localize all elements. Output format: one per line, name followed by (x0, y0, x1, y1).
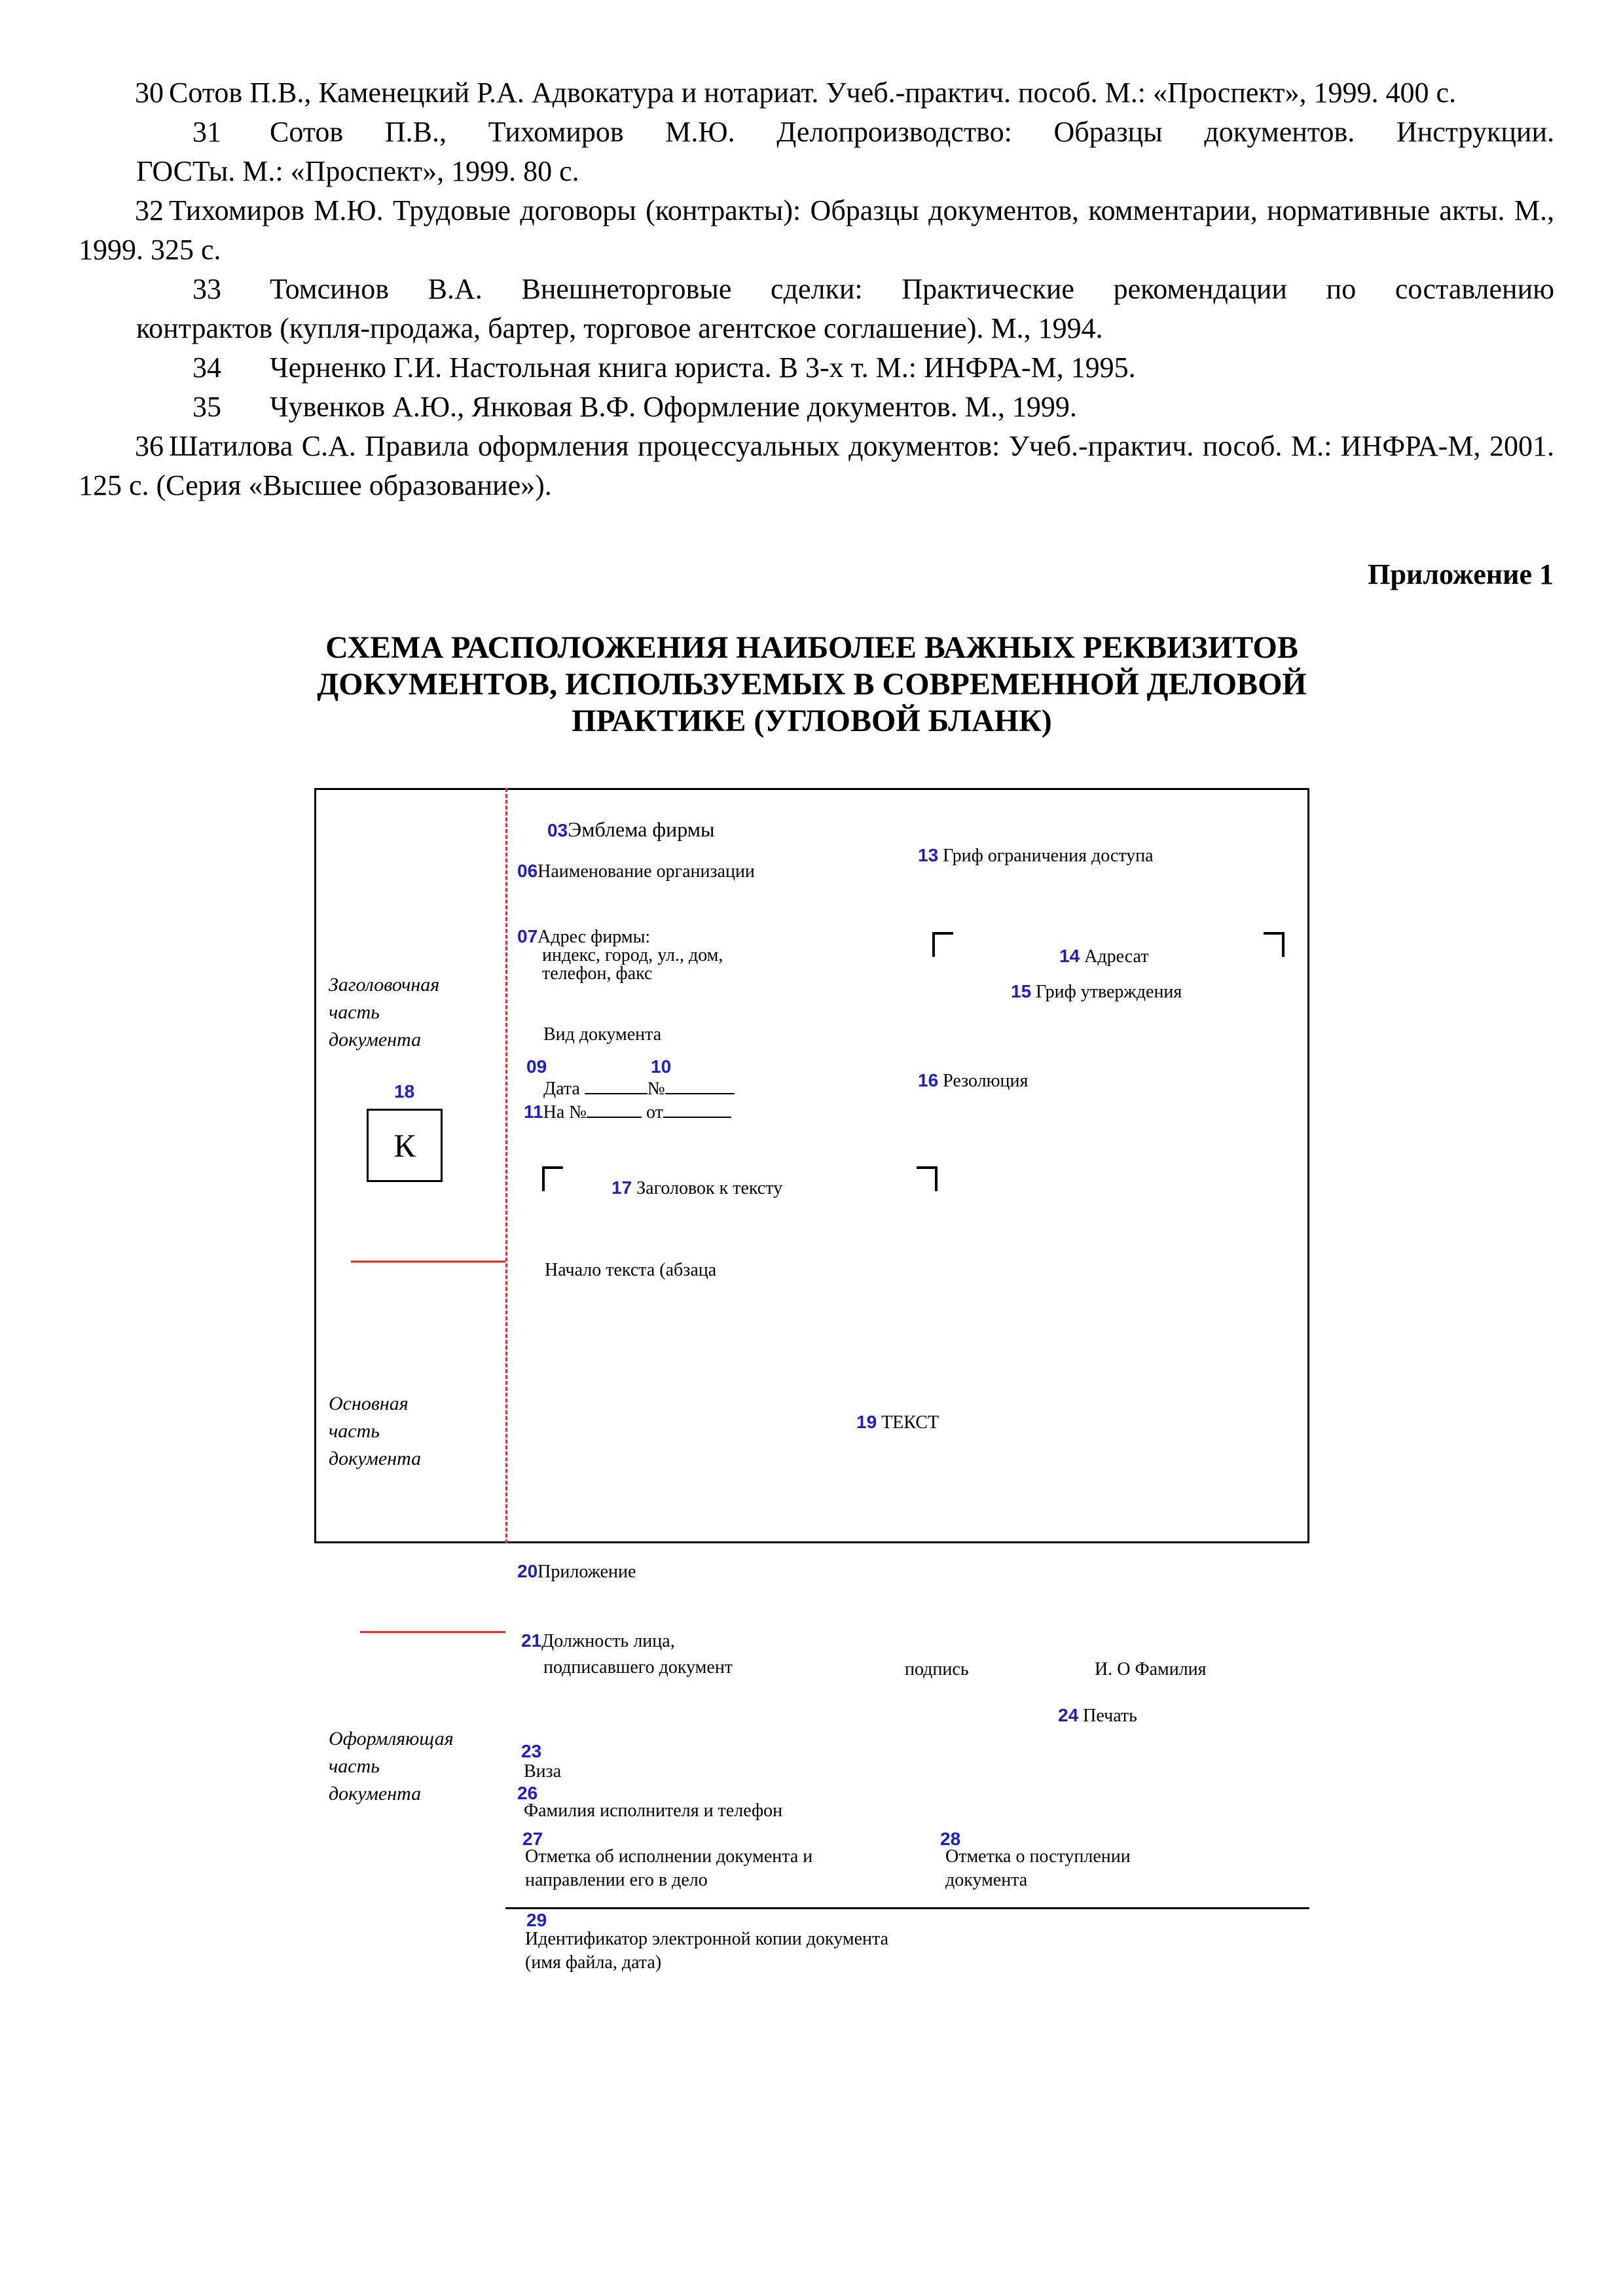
corner-form-frame (314, 788, 1309, 1543)
field-27-number: 27 (522, 1829, 543, 1849)
references-list (79, 73, 1554, 505)
field-18-number: 18 (394, 1081, 415, 1102)
field-10-number: 10 (651, 1056, 672, 1077)
field-28-number: 28 (940, 1829, 961, 1849)
field-15-approval: 15 Гриф утверждения (1011, 981, 1182, 1002)
signer-name: И. О Фамилия (1095, 1659, 1207, 1679)
field-09-10-date-number: Дата № (543, 1076, 735, 1100)
field-29-identifier: Идентификатор электронной копии документа (имя файла, дата) (525, 1929, 889, 1973)
reference-32: 32 Тихомиров М.Ю. Трудовые договоры (контракты): Образцы документов, комментарии, нормативные акты. М., 1999. 325 с. (79, 194, 1554, 266)
field-17-text-heading: 17 Заголовок к тексту (611, 1177, 783, 1198)
k-box: К (367, 1109, 443, 1182)
field-26-executor: Фамилия исполнителя и телефон (524, 1801, 783, 1821)
section-label-closing: Оформляющая часть документа (329, 1728, 454, 1804)
field-06-org-name: 06Наименование организации (517, 861, 755, 882)
reference-36: 36 Шатилова С.А. Правила оформления процессуальных документов: Учеб.-практич. пособ. М.: ИНФРА-М, 2001. 125 с. (Серия «Высшее образование»). (79, 430, 1554, 501)
field-26-number: 26 (517, 1783, 538, 1803)
section-label-header: Заголовочная часть документа (329, 974, 440, 1050)
reference-33: 33 Томсинов В.А. Внешнеторговые сделки: Практические рекомендации по составлению (192, 273, 1554, 305)
field-16-resolution: 16 Резолюция (918, 1070, 1029, 1091)
field-20-attachment: 20Приложение (517, 1561, 636, 1582)
reference-31-cont: ГОСТы. М.: «Проспект», 1999. 80 с. (136, 155, 579, 187)
document-type: Вид документа (543, 1024, 662, 1045)
addressee-corner-right-icon (1264, 932, 1285, 957)
margin-dashed-line (505, 788, 507, 1543)
field-23-visa: Виза (524, 1761, 562, 1782)
field-24-seal: 24 Печать (1058, 1705, 1137, 1726)
reference-35: 35 Чувенков А.Ю., Янковая В.Ф. Оформление документов. М., 1999. (192, 391, 1077, 423)
reference-34: 34 Черненко Г.И. Настольная книга юриста. В 3-х т. М.: ИНФРА-М, 1995. (192, 351, 1136, 384)
field-09-number: 09 (526, 1056, 547, 1077)
field-27-execution-mark: Отметка об исполнении документа и направлении его в дело (525, 1846, 813, 1890)
field-13-access: 13 Гриф ограничения доступа (918, 845, 1154, 866)
reference-31: 31 Сотов П.В., Тихомиров М.Ю. Делопроизводство: Образцы документов. Инструкции. (192, 116, 1554, 148)
field-21-signer-position: 21Должность лица, подписавшего документ (521, 1630, 733, 1677)
scheme-title: СХЕМА РАСПОЛОЖЕНИЯ НАИБОЛЕЕ ВАЖНЫХ РЕКВИЗИТОВ ДОКУМЕНТОВ, ИСПОЛЬЗУЕМЫХ В СОВРЕМЕННОЙ ДЕЛОВОЙ ПРАКТИКЕ (УГЛОВОЙ БЛАНК) (317, 630, 1307, 738)
field-14-addressee: 14 Адресат (1059, 946, 1149, 967)
text-start: Начало текста (абзаца (545, 1260, 717, 1280)
addressee-corner-left-icon (932, 932, 953, 957)
field-23-number: 23 (521, 1741, 542, 1761)
appendix-label: Приложение 1 (1368, 558, 1554, 590)
section-divider-header (351, 1261, 505, 1263)
reference-33-cont: контрактов (купля-продажа, бартер, торговое агентское соглашение). М., 1994. (136, 312, 1103, 344)
section-label-main: Основная часть документа (329, 1393, 422, 1469)
signature: подпись (905, 1659, 969, 1679)
field-29-number: 29 (526, 1910, 547, 1930)
heading-corner-left-icon (542, 1166, 563, 1191)
reference-30: 30 Сотов П.В., Каменецкий Р.А. Адвокатура и нотариат. Учеб.-практич. пособ. М.: «Проспект», 1999. 400 с. (135, 77, 1456, 109)
field-07-address: 07Адрес фирмы: индекс, город, ул., дом, телефон, факс (517, 926, 723, 984)
field-11-reference: 11На № от (524, 1100, 731, 1124)
field-19-text: 19 ТЕКСТ (856, 1412, 939, 1433)
field-28-receipt-mark: Отметка о поступлении документа (945, 1846, 1131, 1890)
section-divider-main (360, 1631, 505, 1633)
field-03-emblem: 03Эмблема фирмы (547, 817, 715, 841)
heading-corner-right-icon (917, 1166, 938, 1191)
identifier-divider (505, 1907, 1309, 1909)
